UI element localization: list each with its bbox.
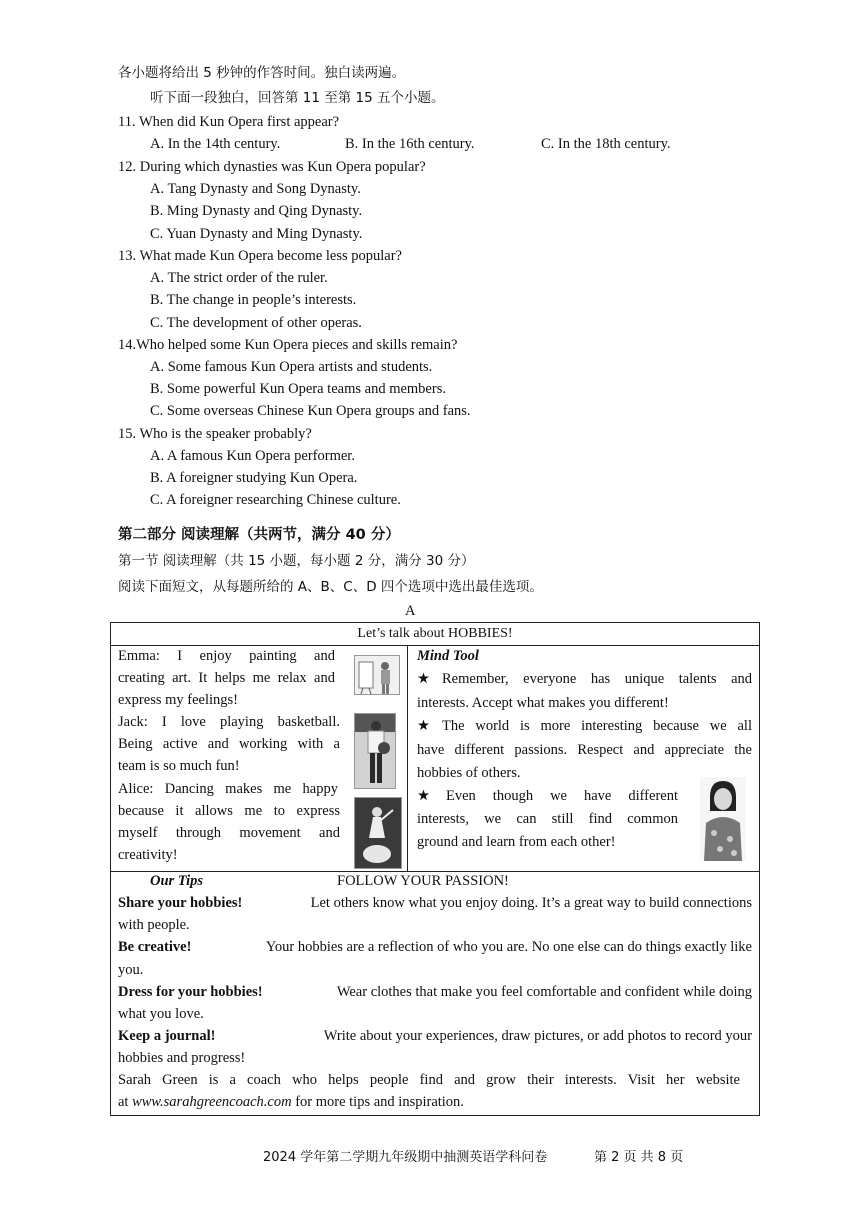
alice-line-2: because it allows me to express	[118, 803, 340, 819]
part2-title: 第二部分 阅读理解（共两节，满分 40 分）	[118, 527, 400, 543]
option-11c: C. In the 18th century.	[541, 136, 671, 152]
alice-line-4: creativity!	[118, 847, 178, 863]
mind-tip-2-line-1: The world is more interesting because we all	[442, 718, 752, 734]
question-15: 15. Who is the speaker probably?	[118, 426, 312, 442]
emma-line-1: Emma: I enjoy painting and	[118, 648, 335, 664]
tip-1-text: Let others know what you enjoy doing. It’s a great way to build connections	[310, 895, 752, 911]
reading-instruction: 阅读下面短文，从每题所给的 A、B、C、D 四个选项中选出最佳选项。	[118, 579, 543, 595]
jack-basketball-photo	[354, 713, 396, 789]
option-15b: B. A foreigner studying Kun Opera.	[150, 470, 358, 486]
option-11a: A. In the 14th century.	[150, 136, 281, 152]
mind-tip-3-line-2: interests, we can still find common	[417, 811, 678, 827]
mind-tip-3-line-3: ground and learn from each other!	[417, 834, 616, 850]
mind-tip-1-line-1: Remember, everyone has unique talents and	[442, 671, 752, 687]
question-14: 14.Who helped some Kun Opera pieces and skills remain?	[118, 337, 458, 353]
intro-line-2: 听下面一段独白，回答第 11 至第 15 五个小题。	[150, 90, 445, 106]
emma-painting-photo	[354, 655, 400, 695]
option-13a: A. The strict order of the ruler.	[150, 270, 328, 286]
mind-tip-1-line-2: interests. Accept what makes you different!	[417, 695, 669, 711]
website-link[interactable]: www.sarahgreencoach.com	[132, 1094, 292, 1110]
option-11b: B. In the 16th century.	[345, 136, 475, 152]
option-12c: C. Yuan Dynasty and Ming Dynasty.	[150, 226, 363, 242]
question-11: 11. When did Kun Opera first appear?	[118, 114, 340, 130]
passage-label: A	[405, 603, 416, 619]
closing-line-2	[118, 1094, 464, 1111]
tip-3-text: Wear clothes that make you feel comfortable and confident while doing	[336, 984, 752, 1000]
tip-2-bold: Be creative!	[118, 939, 192, 955]
star-icon: ★	[417, 671, 430, 687]
tip-3-bold: Dress for your hobbies!	[118, 984, 263, 1000]
star-icon: ★	[417, 718, 430, 734]
section-title: 第一节 阅读理解（共 15 小题，每小题 2 分，满分 30 分）	[118, 553, 475, 569]
alice-dancing-photo	[354, 797, 402, 869]
tip-1-bold: Share your hobbies!	[118, 895, 243, 911]
jack-line-2: Being active and working with a	[118, 736, 340, 752]
closing-prefix: at	[118, 1094, 129, 1110]
tip-2-text: Your hobbies are a reflection of who you are. No one else can do things exactly like	[265, 939, 752, 955]
option-15a: A. A famous Kun Opera performer.	[150, 448, 355, 464]
tip-2-line-2: you.	[118, 962, 144, 978]
closing-line-1: Sarah Green is a coach who helps people find and grow their interests. Visit her website	[118, 1072, 740, 1088]
option-13b: B. The change in people’s interests.	[150, 292, 357, 308]
tip-3-line-1	[118, 984, 752, 1001]
question-13: 13. What made Kun Opera become less popular?	[118, 248, 402, 264]
alice-line-3: myself through movement and	[118, 825, 340, 841]
question-12: 12. During which dynasties was Kun Opera popular?	[118, 159, 426, 175]
alice-line-1: Alice: Dancing makes me happy	[118, 781, 338, 797]
mind-tip-2-line-2: have different passions. Respect and appreciate the	[417, 742, 752, 758]
jack-line-1: Jack: I love playing basketball.	[118, 714, 340, 730]
mind-tool-title: Mind Tool	[417, 648, 479, 664]
tip-4-text: Write about your experiences, draw pictures, or add photos to record your	[323, 1028, 752, 1044]
hobbies-title: Let’s talk about HOBBIES!	[357, 626, 513, 641]
mind-tip-2-line-3: hobbies of others.	[417, 765, 521, 781]
star-icon: ★	[417, 788, 430, 804]
option-14a: A. Some famous Kun Opera artists and students.	[150, 359, 433, 375]
column-divider	[407, 645, 408, 871]
option-12a: A. Tang Dynasty and Song Dynasty.	[150, 181, 361, 197]
emma-line-2: creating art. It helps me relax and	[118, 670, 335, 686]
tips-divider	[110, 871, 760, 872]
tip-2-line-1	[118, 939, 752, 956]
jack-line-3: team is so much fun!	[118, 758, 240, 774]
intro-line-1: 各小题将给出 5 秒钟的作答时间。独白读两遍。	[118, 65, 406, 81]
option-12b: B. Ming Dynasty and Qing Dynasty.	[150, 203, 363, 219]
tips-heading: FOLLOW YOUR PASSION!	[337, 873, 509, 889]
tip-4-line-2: hobbies and progress!	[118, 1050, 246, 1066]
option-13c: C. The development of other operas.	[150, 315, 362, 331]
footer-exam-title: 2024 学年第二学期九年级期中抽测英语学科问卷	[263, 1150, 548, 1165]
tip-1-line-2: with people.	[118, 917, 190, 933]
tip-4-line-1	[118, 1028, 752, 1045]
option-15c: C. A foreigner researching Chinese culture.	[150, 492, 401, 508]
tip-4-bold: Keep a journal!	[118, 1028, 216, 1044]
emma-line-3: express my feelings!	[118, 692, 238, 708]
our-tips-label: Our Tips	[150, 873, 204, 889]
tip-3-line-2: what you love.	[118, 1006, 204, 1022]
mind-tip-3-line-1: Even though we have different	[446, 788, 678, 804]
closing-suffix: for more tips and inspiration.	[295, 1094, 464, 1110]
title-divider	[110, 645, 760, 646]
coach-portrait-photo	[700, 777, 746, 861]
option-14b: B. Some powerful Kun Opera teams and members.	[150, 381, 446, 397]
option-14c: C. Some overseas Chinese Kun Opera groups and fans.	[150, 403, 471, 419]
footer-page-number: 第 2 页 共 8 页	[594, 1150, 684, 1165]
tip-1-line-1	[118, 895, 752, 912]
